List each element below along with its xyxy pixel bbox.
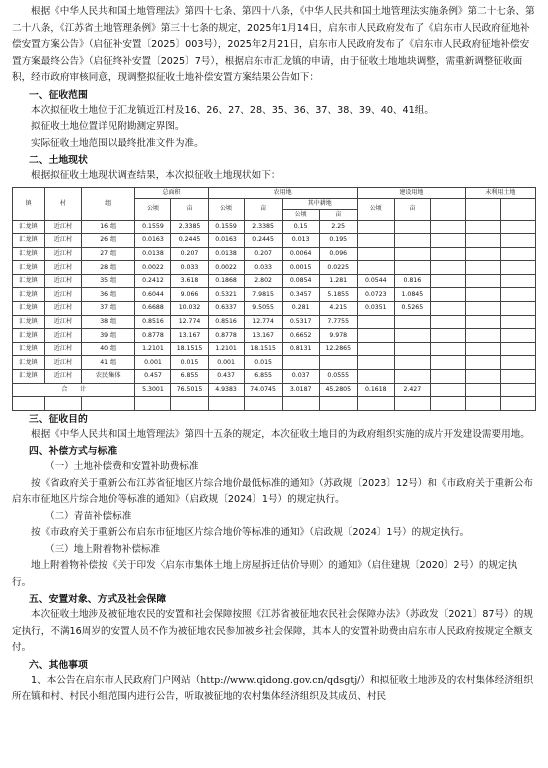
section-4-2-paragraph: 按《市政府关于重新公布启东市征地区片综合地价等标准的通知》（启政规〔2024〕1号）的规定执行。 [31, 527, 470, 539]
table-cell [394, 247, 430, 261]
table-cell [430, 356, 465, 370]
table-cell [430, 315, 465, 329]
table-cell [357, 342, 394, 356]
table-cell [500, 220, 535, 234]
table-cell: 0.8778 [135, 329, 171, 343]
table-cell [357, 370, 394, 384]
table-cell: 0.8131 [282, 342, 319, 356]
table-cell: 0.1868 [208, 274, 244, 288]
table-cell: 0.6652 [282, 329, 319, 343]
land-status-table [12, 187, 536, 411]
table-cell [500, 288, 535, 302]
table-cell: 0.6688 [135, 302, 171, 316]
intro-paragraph: 根据《中华人民共和国土地管理法》第四十七条、第四十八条，《中华人民共和国土地管理法实施条例》第二十七条、第二十八条，《江苏省土地管理条例》第三十七条的规定，2025年1月14日，启东市人民政府发布了《启东市人民政府征地补偿安置方案公告》（启征补安置〔2025〕003号），2025年2月21日，启东市人民政府发布了《启东市人民政府征地补偿安置方案最终公告》（启征终补安置〔2025〕7号），根据启东市汇龙镇的申请，由于征收土地地块调整，需重新调整征收面积，经市政府审核同意，现调整拟征收土地补偿安置方案结果公告如下： [12, 6, 535, 83]
table-cell: 0.2445 [171, 234, 208, 248]
table-row [13, 315, 536, 329]
table-cell: 0.015 [244, 356, 282, 370]
header-town: 镇 [13, 187, 45, 220]
section-6-text-a: 1、本公告在启东市人民政府门户网站（ [31, 674, 201, 686]
table-row [13, 370, 536, 384]
table-cell: 0.6044 [135, 288, 171, 302]
table-cell [430, 329, 465, 343]
table-cell: 汇龙镇 [13, 274, 45, 288]
table-cell [500, 370, 535, 384]
table-cell [465, 234, 500, 248]
table-cell: 汇龙镇 [13, 356, 45, 370]
table-cell: 0.5265 [394, 302, 430, 316]
header-group: 组 [81, 187, 135, 220]
table-cell [500, 247, 535, 261]
table-cell: 近江村 [44, 356, 81, 370]
table-cell: 0.5321 [208, 288, 244, 302]
table-cell [500, 234, 535, 248]
table-cell [357, 356, 394, 370]
header-construction: 建设用地 [357, 187, 465, 198]
table-cell: 28 组 [81, 261, 135, 275]
table-cell: 3.618 [171, 274, 208, 288]
table-cell: 0.3457 [282, 288, 319, 302]
website-link[interactable]: http://www.qidong.gov.cn/qdsgtj/ [200, 674, 361, 686]
table-cell: 0.037 [282, 370, 319, 384]
table-cell: 汇龙镇 [13, 261, 45, 275]
table-cell: 3.0187 [282, 383, 319, 397]
header-unused: 未利用土地 [465, 187, 535, 198]
table-cell: 0.0022 [135, 261, 171, 275]
table-cell [430, 288, 465, 302]
table-cell [500, 274, 535, 288]
table-cell: 1.2101 [208, 342, 244, 356]
table-cell: 13.167 [244, 329, 282, 343]
table-cell: 汇龙镇 [13, 329, 45, 343]
table-cell [430, 247, 465, 261]
table-cell: 5.1855 [319, 288, 357, 302]
table-cell: 0.5317 [282, 315, 319, 329]
table-cell [500, 329, 535, 343]
table-cell: 0.1559 [135, 220, 171, 234]
table-cell: 39 组 [81, 329, 135, 343]
table-cell: 9.066 [171, 288, 208, 302]
table-cell: 汇龙镇 [13, 342, 45, 356]
table-cell: 2.25 [319, 220, 357, 234]
header-total-area: 总面积 [135, 187, 208, 198]
table-cell [394, 356, 430, 370]
table-cell: 2.3385 [244, 220, 282, 234]
table-cell: 汇龙镇 [13, 288, 45, 302]
table-cell: 农民集体 [81, 370, 135, 384]
section-1-map-note: 拟征收土地位置详见附勘测定界图。 [31, 121, 185, 132]
header-unit: 亩 [171, 198, 208, 220]
table-cell: 1.2101 [135, 342, 171, 356]
table-cell: 0.0138 [208, 247, 244, 261]
table-cell: 6.855 [244, 370, 282, 384]
section-1-scope: 本次拟征收土地位于汇龙镇近江村及16、26、27、28、35、36、37、38、39、40、41组。 [31, 104, 434, 116]
table-body [13, 220, 536, 383]
table-cell: 汇龙镇 [13, 247, 45, 261]
table-cell [500, 342, 535, 356]
table-cell: 0.0138 [135, 247, 171, 261]
header-unit: 公顷 [282, 209, 319, 220]
table-cell: 0.816 [394, 274, 430, 288]
section-2-heading: 二、土地现状 [29, 155, 88, 166]
table-cell: 40 组 [81, 342, 135, 356]
table-cell: 0.0854 [282, 274, 319, 288]
table-cell [319, 356, 357, 370]
table-cell: 0.033 [244, 261, 282, 275]
header-unit: 公顷 [357, 198, 394, 220]
table-cell [430, 234, 465, 248]
section-6-heading: 六、其他事项 [29, 659, 88, 671]
table-cell: 0.096 [319, 247, 357, 261]
table-cell: 0.2412 [135, 274, 171, 288]
table-cell [357, 329, 394, 343]
table-cell: 16 组 [81, 220, 135, 234]
table-cell [394, 261, 430, 275]
header-unit: 公顷 [208, 198, 244, 220]
table-cell: 0.001 [135, 356, 171, 370]
table-cell: 26 组 [81, 234, 135, 248]
table-cell: 36 组 [81, 288, 135, 302]
section-6-text-b: ）和拟征收土地涉及的农村集体经济组织所在镇和村、村民小组范围内进行公告，听取被征地的农村集体经济组织及其成员、村民 [12, 674, 534, 703]
header-farmland: 农用地 [208, 187, 357, 198]
table-cell [465, 274, 500, 288]
table-cell: 0.1559 [208, 220, 244, 234]
table-cell: 0.0163 [208, 234, 244, 248]
table-cell: 41 组 [81, 356, 135, 370]
section-5-paragraph: 本次征收土地涉及被征地农民的安置和社会保障按照《江苏省被征地农民社会保障办法》（苏政发〔2021〕87号）的规定执行，不满16周岁的安置人员不作为被征地农民参加被乡社会保障，其本人的安置补助费由启东市人民政府按规定全额支付。 [12, 609, 533, 654]
table-row [13, 329, 536, 343]
table-cell [430, 370, 465, 384]
table-cell [394, 329, 430, 343]
table-cell: 38 组 [81, 315, 135, 329]
table-cell [282, 356, 319, 370]
table-cell [430, 274, 465, 288]
table-cell: 0.8516 [208, 315, 244, 329]
section-1-heading: 一、征收范围 [29, 89, 88, 101]
table-cell: 0.207 [171, 247, 208, 261]
section-4-1-heading: （一）土地补偿费和安置补助费标准 [45, 461, 199, 473]
table-cell: 近江村 [44, 234, 81, 248]
table-row [13, 247, 536, 261]
table-cell: 0.0225 [319, 261, 357, 275]
section-4-heading: 四、补偿方式与标准 [29, 446, 118, 458]
table-cell: 近江村 [44, 370, 81, 384]
table-cell [394, 315, 430, 329]
section-1-final-note: 实际征收土地范围以最终批准文件为准。 [31, 137, 204, 149]
section-4-2-heading: （二）青苗补偿标准 [45, 510, 132, 522]
table-cell: 0.15 [282, 220, 319, 234]
table-cell [465, 342, 500, 356]
table-cell: 5.3001 [135, 383, 171, 397]
table-cell: 27 组 [81, 247, 135, 261]
table-cell [394, 220, 430, 234]
table-row [13, 302, 536, 316]
header-cultivated: 其中耕地 [282, 198, 357, 209]
table-cell: 近江村 [44, 247, 81, 261]
table-cell: 0.195 [319, 234, 357, 248]
table-cell [430, 220, 465, 234]
total-label: 合 计 [13, 383, 135, 397]
table-cell: 2.3385 [171, 220, 208, 234]
table-cell: 35 组 [81, 274, 135, 288]
table-cell: 18.1515 [244, 342, 282, 356]
table-cell [500, 261, 535, 275]
table-cell: 近江村 [44, 274, 81, 288]
table-cell [357, 220, 394, 234]
table-cell [430, 261, 465, 275]
header-unit: 公顷 [135, 198, 171, 220]
header-unit: 亩 [394, 198, 430, 220]
table-cell [465, 370, 500, 384]
table-cell: 9.978 [319, 329, 357, 343]
table-cell [465, 302, 500, 316]
section-3-paragraph: 根据《中华人民共和国土地管理法》第四十五条的规定，本次征收土地目的为政府组织实施的成片开发建设需要用地。 [31, 428, 530, 440]
header-blank [430, 198, 465, 220]
table-row [13, 356, 536, 370]
table-cell [500, 315, 535, 329]
table-cell: 汇龙镇 [13, 302, 45, 316]
table-cell: 汇龙镇 [13, 220, 45, 234]
section-4-1-paragraph: 按《省政府关于重新公布江苏省征地区片综合地价最低标准的通知》（苏政规〔2023〕12号）和《市政府关于重新公布启东市征地区片综合地价等标准的通知》（启政规〔2024〕1号）的规定执行。 [12, 477, 533, 506]
table-cell: 37 组 [81, 302, 135, 316]
table-cell: 近江村 [44, 220, 81, 234]
table-cell: 0.207 [244, 247, 282, 261]
table-cell: 18.1515 [171, 342, 208, 356]
section-6-paragraph [12, 673, 536, 706]
table-row [13, 261, 536, 275]
section-3-heading: 三、征收目的 [29, 413, 88, 425]
header-unit: 亩 [319, 209, 357, 220]
table-cell: 0.8778 [208, 329, 244, 343]
table-cell [465, 356, 500, 370]
table-cell [465, 315, 500, 329]
table-cell: 0.0163 [135, 234, 171, 248]
header-blank [465, 198, 500, 220]
table-cell: 汇龙镇 [13, 234, 45, 248]
table-cell [465, 329, 500, 343]
table-cell [465, 247, 500, 261]
table-cell: 2.427 [394, 383, 430, 397]
table-cell [357, 247, 394, 261]
table-cell: 4.9383 [208, 383, 244, 397]
table-cell: 12.774 [171, 315, 208, 329]
table-cell: 0.0723 [357, 288, 394, 302]
table-cell: 近江村 [44, 342, 81, 356]
table-cell: 0.281 [282, 302, 319, 316]
table-row [13, 342, 536, 356]
table-cell: 76.5015 [171, 383, 208, 397]
table-cell [500, 356, 535, 370]
section-5-heading: 五、安置对象、方式及社会保障 [29, 594, 167, 606]
table-cell: 0.0351 [357, 302, 394, 316]
table-cell: 近江村 [44, 288, 81, 302]
table-cell: 0.437 [208, 370, 244, 384]
table-cell: 0.1618 [357, 383, 394, 397]
table-cell: 0.6337 [208, 302, 244, 316]
table-cell [357, 234, 394, 248]
table-cell [465, 220, 500, 234]
table-cell: 汇龙镇 [13, 370, 45, 384]
table-cell: 近江村 [44, 261, 81, 275]
table-cell [357, 261, 394, 275]
table-cell: 9.5055 [244, 302, 282, 316]
table-cell [500, 302, 535, 316]
table-cell [430, 383, 465, 397]
table-cell [430, 302, 465, 316]
table-cell: 近江村 [44, 315, 81, 329]
table-cell [430, 342, 465, 356]
table-cell: 0.015 [171, 356, 208, 370]
table-cell: 0.0022 [208, 261, 244, 275]
table-cell: 近江村 [44, 302, 81, 316]
header-blank [500, 198, 535, 220]
table-cell [394, 370, 430, 384]
table-cell: 1.281 [319, 274, 357, 288]
table-row [13, 234, 536, 248]
table-cell: 0.0064 [282, 247, 319, 261]
table-cell: 4.215 [319, 302, 357, 316]
section-4-3-paragraph: 地上附着物补偿按《关于印发〈启东市集体土地上房屋拆迁估价导则〉的通知》（启住建规〔2020〕2号）的规定执行。 [12, 560, 518, 588]
table-row [13, 288, 536, 302]
table-cell [500, 383, 535, 397]
table-cell: 6.855 [171, 370, 208, 384]
table-cell [394, 342, 430, 356]
table-cell: 汇龙镇 [13, 315, 45, 329]
table-cell: 0.0015 [282, 261, 319, 275]
table-cell: 7.7755 [319, 315, 357, 329]
table-cell: 12.2865 [319, 342, 357, 356]
table-cell [465, 383, 500, 397]
table-cell [465, 288, 500, 302]
table-cell: 0.013 [282, 234, 319, 248]
table-cell: 2.802 [244, 274, 282, 288]
table-cell: 0.457 [135, 370, 171, 384]
table-cell [465, 261, 500, 275]
header-unit: 亩 [244, 198, 282, 220]
table-blank-row [13, 397, 536, 411]
table-row [13, 220, 536, 234]
table-cell: 12.774 [244, 315, 282, 329]
table-cell [394, 234, 430, 248]
table-cell: 0.0544 [357, 274, 394, 288]
table-cell: 45.2805 [319, 383, 357, 397]
table-cell [357, 315, 394, 329]
table-cell: 13.167 [171, 329, 208, 343]
table-cell: 0.8516 [135, 315, 171, 329]
table-cell: 0.0555 [319, 370, 357, 384]
table-row [13, 274, 536, 288]
table-cell: 近江村 [44, 329, 81, 343]
table-cell: 1.0845 [394, 288, 430, 302]
table-cell: 74.0745 [244, 383, 282, 397]
section-4-3-heading: （三）地上附着物补偿标准 [45, 543, 161, 555]
table-cell: 0.001 [208, 356, 244, 370]
table-cell: 7.9815 [244, 288, 282, 302]
table-cell: 10.032 [171, 302, 208, 316]
table-cell: 0.033 [171, 261, 208, 275]
table-cell: 0.2445 [244, 234, 282, 248]
header-village: 村 [44, 187, 81, 220]
table-total-row [13, 383, 536, 397]
section-2-intro: 根据拟征收土地现状调查结果，本次拟征收土地现状如下： [31, 170, 281, 181]
